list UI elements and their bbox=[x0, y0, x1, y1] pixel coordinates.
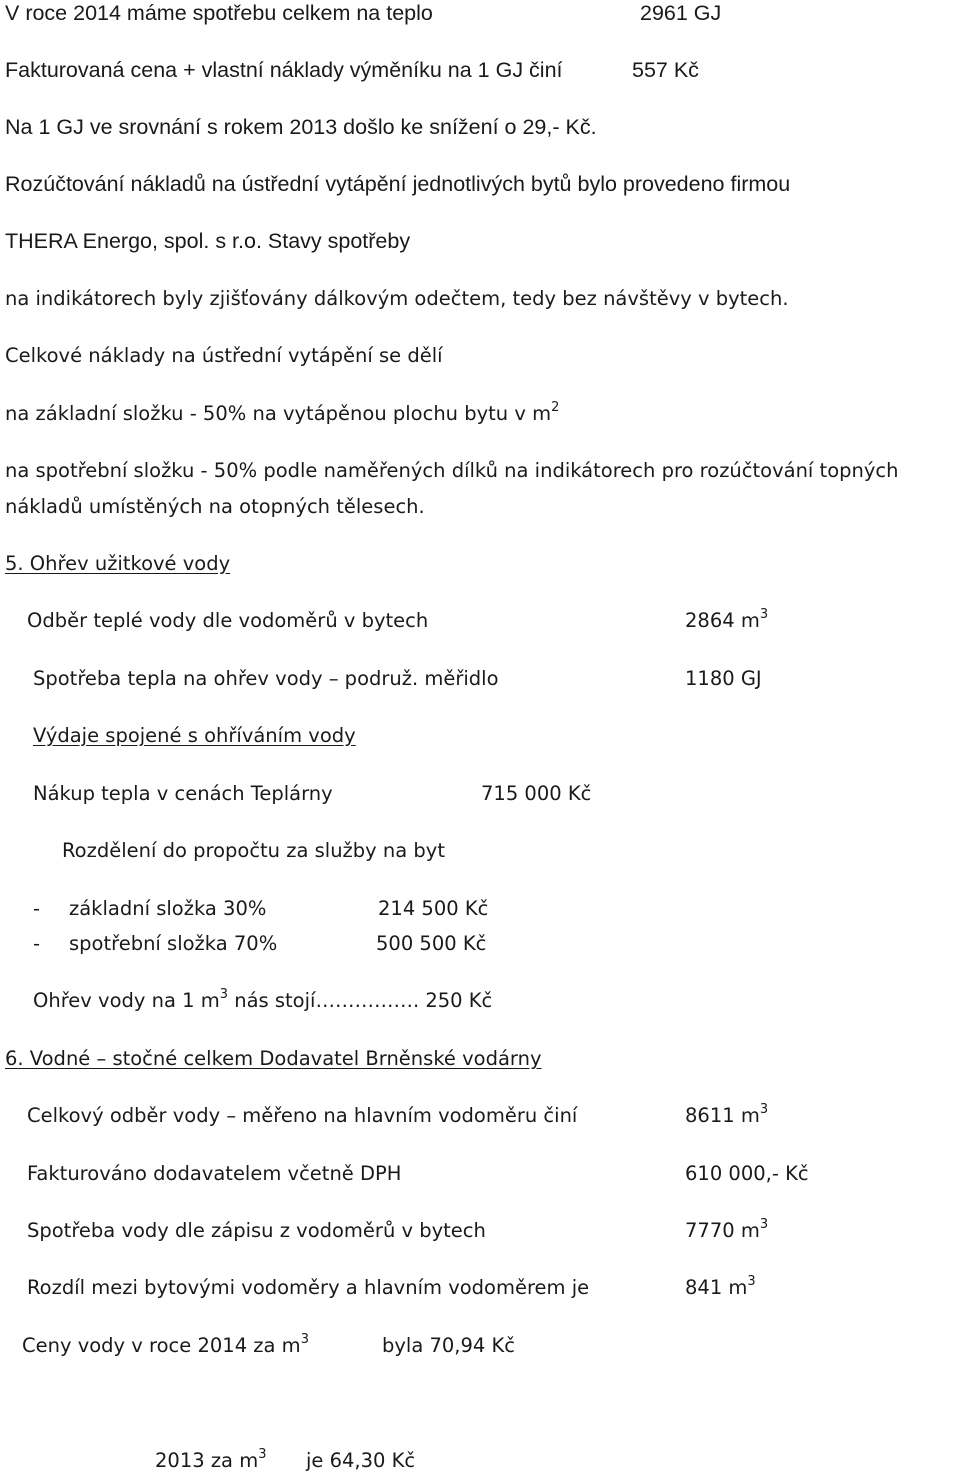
consumption-component-label: spotřební složka 70% bbox=[69, 932, 278, 955]
price-2013-text: 2013 za m bbox=[155, 1449, 259, 1472]
price-2013-value: je 64,30 Kč bbox=[306, 1449, 416, 1472]
difference-sup: 3 bbox=[747, 1274, 756, 1289]
hot-water-heat-value: 1180 GJ bbox=[685, 667, 762, 690]
base-dash: - bbox=[33, 897, 41, 920]
consumption-part-line-1: na spotřební složku - 50% podle naměřených dílků na indikátorech pro rozúčtování topných bbox=[5, 459, 899, 482]
price-2014-value: byla 70,94 Kč bbox=[382, 1334, 516, 1357]
heat-reduction-note: Na 1 GJ ve srovnání s rokem 2013 došlo ke snížení o 29,- Kč. bbox=[5, 115, 597, 139]
price-2013-sup: 3 bbox=[258, 1447, 267, 1462]
apartments-meter-value bbox=[685, 1218, 768, 1244]
difference-label: Rozdíl mezi bytovými vodoměry a hlavním vodoměrem je bbox=[27, 1276, 590, 1299]
consumption-dash: - bbox=[33, 932, 41, 955]
invoiced-value: 610 000,- Kč bbox=[685, 1162, 809, 1185]
base-component-label: základní složka 30% bbox=[69, 897, 267, 920]
difference-number: 841 m bbox=[685, 1276, 748, 1299]
cost-split-title: Celkové náklady na ústřední vytápění se dělí bbox=[5, 344, 443, 367]
cost-per-m3-text-a: Ohřev vody na 1 m bbox=[33, 989, 220, 1012]
billing-line-2: THERA Energo, spol. s r.o. Stavy spotřeby bbox=[5, 229, 411, 253]
hot-water-draw-number: 2864 m bbox=[685, 609, 760, 632]
heat-consumption-value: 2961 GJ bbox=[640, 1, 722, 25]
apartments-meter-label: Spotřeba vody dle zápisu z vodoměrů v bytech bbox=[27, 1219, 486, 1242]
hot-water-draw-label: Odběr teplé vody dle vodoměrů v bytech bbox=[27, 609, 429, 632]
heat-consumption-label: V roce 2014 máme spotřebu celkem na teplo bbox=[5, 1, 433, 25]
price-2014-text: Ceny vody v roce 2014 za m bbox=[22, 1334, 301, 1357]
invoiced-label: Fakturováno dodavatelem včetně DPH bbox=[27, 1162, 402, 1185]
hot-water-heading: 5. Ohřev užitkové vody bbox=[5, 552, 231, 575]
hot-water-draw-value bbox=[685, 608, 768, 634]
cost-per-m3-line bbox=[33, 988, 492, 1014]
heat-purchase-label: Nákup tepla v cenách Teplárny bbox=[33, 782, 333, 805]
main-meter-sup: 3 bbox=[759, 1102, 769, 1117]
price-2013-label bbox=[155, 1448, 267, 1474]
cost-per-m3-sup: 3 bbox=[219, 987, 229, 1002]
price-2014-label bbox=[22, 1333, 309, 1359]
main-meter-value bbox=[685, 1103, 768, 1129]
water-sewage-heading: 6. Vodné – stočné celkem Dodavatel Brněnské vodárny bbox=[5, 1047, 542, 1070]
base-part-line bbox=[5, 401, 559, 427]
base-part-text: na základní složku - 50% na vytápěnou plochu bytu v m bbox=[5, 402, 552, 425]
price-2014-sup: 3 bbox=[300, 1332, 309, 1347]
billing-line-3: na indikátorech byly zjišťovány dálkovým odečtem, tedy bez návštěvy v bytech. bbox=[5, 287, 789, 310]
main-meter-number: 8611 m bbox=[685, 1104, 760, 1127]
apartments-meter-number: 7770 m bbox=[685, 1219, 760, 1242]
base-component-value: 214 500 Kč bbox=[378, 897, 489, 920]
cost-per-m3-text-b: nás stojí……………. 250 Kč bbox=[228, 989, 493, 1012]
consumption-part-line-2: nákladů umístěných na otopných tělesech. bbox=[5, 495, 425, 518]
consumption-component-value: 500 500 Kč bbox=[376, 932, 487, 955]
hot-water-draw-sup: 3 bbox=[759, 607, 769, 622]
difference-value bbox=[685, 1275, 756, 1301]
main-meter-label: Celkový odběr vody – měřeno na hlavním vodoměru činí bbox=[27, 1104, 578, 1127]
billing-line-1: Rozúčtování nákladů na ústřední vytápění jednotlivých bytů bylo provedeno firmou bbox=[5, 172, 791, 196]
heat-price-label: Fakturovaná cena + vlastní náklady výměníku na 1 GJ činí bbox=[5, 58, 563, 82]
heat-purchase-value: 715 000 Kč bbox=[481, 782, 592, 805]
base-part-sup: 2 bbox=[551, 400, 560, 415]
apartments-meter-sup: 3 bbox=[759, 1217, 769, 1232]
heat-price-value: 557 Kč bbox=[632, 58, 699, 82]
hot-water-costs-heading: Výdaje spojené s ohříváním vody bbox=[33, 724, 356, 747]
distribution-label: Rozdělení do propočtu za služby na byt bbox=[62, 839, 445, 862]
hot-water-heat-label: Spotřeba tepla na ohřev vody – podruž. měřidlo bbox=[33, 667, 499, 690]
